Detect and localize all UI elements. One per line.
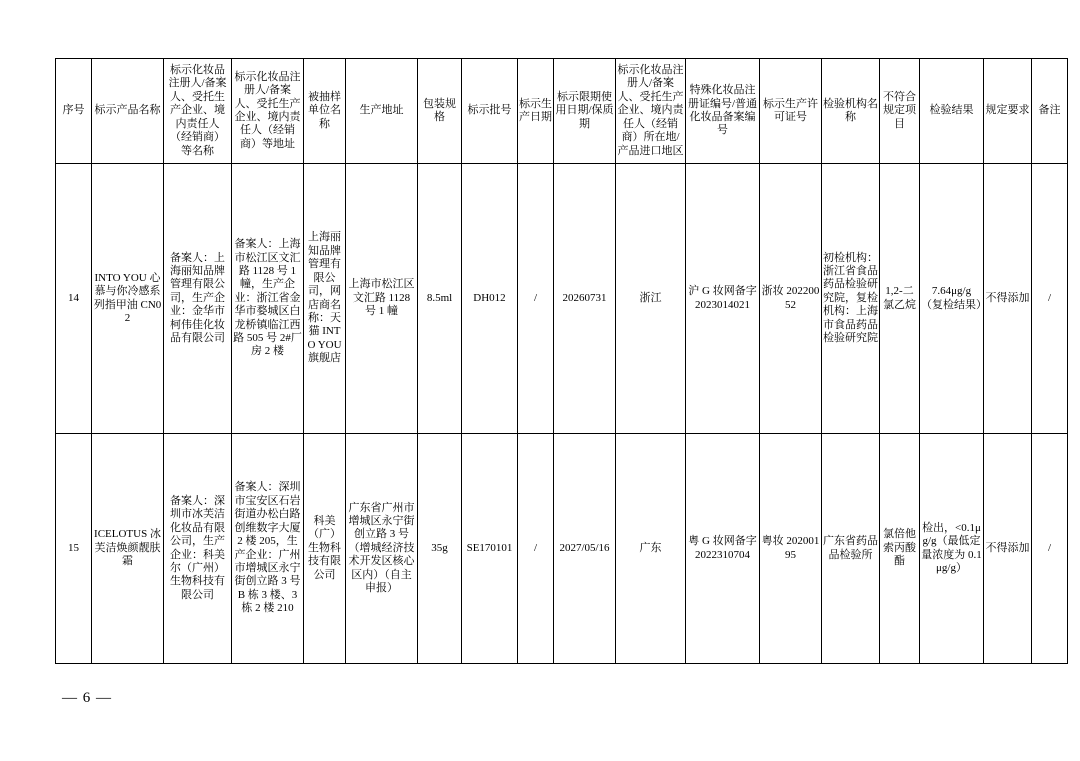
cell-record-no: 沪 G 妆网备字 2023014021 xyxy=(686,164,760,434)
cell-product-name: ICELOTUS 冰芙洁焕颜靓肤霜 xyxy=(92,434,164,664)
cell-remark: / xyxy=(1032,434,1068,664)
cell-registrant-address: 备案人：深圳市宝安区石岩街道办松白路创维数字大厦 2 楼 205，生产企业：广州市增城区永宁街创立路 3 号 B 栋 3 楼、3 栋 2 楼 210 xyxy=(232,434,304,664)
cell-package-spec: 35g xyxy=(418,434,462,664)
cell-registrant-name: 备案人：深圳市冰芙洁化妆品有限公司，生产企业：科美尔（广州）生物科技有限公司 xyxy=(164,434,232,664)
header-cell-requirement: 规定要求 xyxy=(984,59,1032,164)
cell-registrant-address: 备案人：上海市松江区文汇路 1128 号 1 幢，生产企业：浙江省金华市婺城区白龙桥镇临江西路 505 号 2#厂房 2 楼 xyxy=(232,164,304,434)
cell-nonconforming-item: 氯倍他索丙酸酯 xyxy=(880,434,920,664)
inspection-results-table xyxy=(55,58,1068,664)
cell-production-date: / xyxy=(518,164,554,434)
cell-no: 15 xyxy=(56,434,92,664)
header-cell-registrant-name: 标示化妆品注册人/备案人、受托生产企业、境内责任人（经销商）等名称 xyxy=(164,59,232,164)
cell-production-address: 上海市松江区文汇路 1128 号 1 幢 xyxy=(346,164,418,434)
header-cell-registrant-address: 标示化妆品注册人/备案人、受托生产企业、境内责任人（经销商）等地址 xyxy=(232,59,304,164)
table-row xyxy=(56,164,1068,434)
header-cell-batch-no: 标示批号 xyxy=(462,59,518,164)
cell-batch-no: SE170101 xyxy=(462,434,518,664)
cell-sampled-unit: 上海丽知品牌管理有限公司，网店商名称：天猫 INTO YOU 旗舰店 xyxy=(304,164,346,434)
page-number: — 6 — xyxy=(62,690,112,706)
header-cell-result: 检验结果 xyxy=(920,59,984,164)
cell-batch-no: DH012 xyxy=(462,164,518,434)
header-cell-record-no: 特殊化妆品注册证编号/普通化妆品备案编号 xyxy=(686,59,760,164)
table-header-row xyxy=(56,59,1068,164)
header-cell-inspection-org: 检验机构名称 xyxy=(822,59,880,164)
cell-expiry-date: 20260731 xyxy=(554,164,616,434)
cell-package-spec: 8.5ml xyxy=(418,164,462,434)
cell-license-no: 浙妆 20220052 xyxy=(760,164,822,434)
cell-registrant-name: 备案人：上海丽知品牌管理有限公司，生产企业：金华市柯伟佳化妆品有限公司 xyxy=(164,164,232,434)
table-header xyxy=(56,59,1068,164)
header-cell-remark: 备注 xyxy=(1032,59,1068,164)
header-cell-sampled-unit: 被抽样单位名称 xyxy=(304,59,346,164)
cell-result: 检出，<0.1μg/g（最低定量浓度为 0.1μg/g） xyxy=(920,434,984,664)
cell-inspection-org: 广东省药品品检验所 xyxy=(822,434,880,664)
cell-nonconforming-item: 1,2-二氯乙烷 xyxy=(880,164,920,434)
cell-inspection-org: 初检机构：浙江省食品药品检验研究院，复检机构：上海市食品药品检验研究院 xyxy=(822,164,880,434)
cell-record-no: 粤 G 妆网备字 2022310704 xyxy=(686,434,760,664)
cell-result: 7.64μg/g（复检结果） xyxy=(920,164,984,434)
header-cell-package-spec: 包装规格 xyxy=(418,59,462,164)
cell-remark: / xyxy=(1032,164,1068,434)
table-row xyxy=(56,434,1068,664)
header-cell-expiry-date: 标示限期使用日期/保质期 xyxy=(554,59,616,164)
cell-region: 广东 xyxy=(616,434,686,664)
header-cell-production-date: 标示生产日期 xyxy=(518,59,554,164)
cell-requirement: 不得添加 xyxy=(984,434,1032,664)
cell-production-address: 广东省广州市增城区永宁街创立路 3 号（增城经济技术开发区核心区内）（自主申报） xyxy=(346,434,418,664)
header-cell-region: 标示化妆品注册人/备案人、受托生产企业、境内责任人（经销商）所在地/产品进口地区 xyxy=(616,59,686,164)
header-cell-production-address: 生产地址 xyxy=(346,59,418,164)
cell-sampled-unit: 科美（广）生物科技有限公司 xyxy=(304,434,346,664)
header-cell-no: 序号 xyxy=(56,59,92,164)
cell-production-date: / xyxy=(518,434,554,664)
cell-no: 14 xyxy=(56,164,92,434)
header-cell-license-no: 标示生产许可证号 xyxy=(760,59,822,164)
cell-product-name: INTO YOU 心慕与你冷感系列指甲油 CN02 xyxy=(92,164,164,434)
header-cell-nonconforming-item: 不符合规定项目 xyxy=(880,59,920,164)
cell-region: 浙江 xyxy=(616,164,686,434)
header-cell-product-name: 标示产品名称 xyxy=(92,59,164,164)
cell-expiry-date: 2027/05/16 xyxy=(554,434,616,664)
cell-license-no: 粤妆 20200195 xyxy=(760,434,822,664)
cell-requirement: 不得添加 xyxy=(984,164,1032,434)
table-body xyxy=(56,164,1068,664)
